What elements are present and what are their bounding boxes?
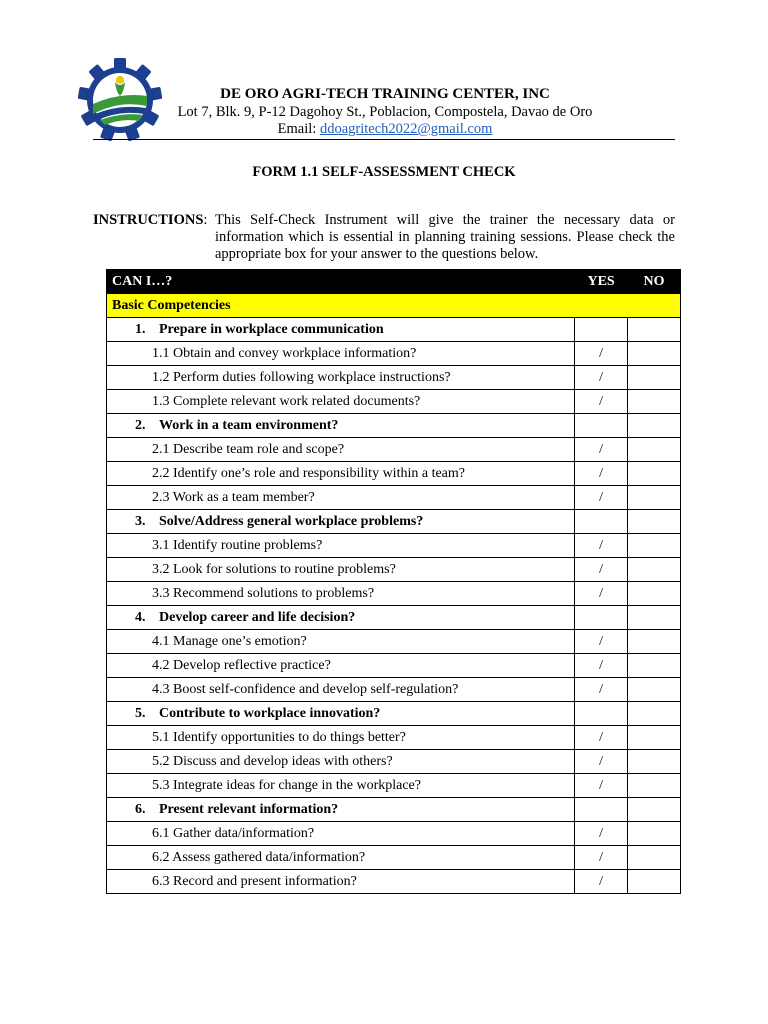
no-checkbox-cell[interactable] bbox=[628, 414, 681, 438]
yes-checkbox-cell[interactable]: / bbox=[575, 582, 628, 606]
group-number: 6. bbox=[135, 801, 146, 817]
org-email-line bbox=[160, 121, 610, 138]
self-assessment-table bbox=[106, 269, 681, 894]
table-row bbox=[107, 390, 681, 414]
self-assessment-table-body bbox=[107, 270, 681, 894]
question-text: 1.2 Perform duties following workplace instructions? bbox=[107, 366, 575, 390]
question-text: 4.2 Develop reflective practice? bbox=[107, 654, 575, 678]
no-checkbox-cell[interactable] bbox=[628, 798, 681, 822]
no-checkbox-cell[interactable] bbox=[628, 678, 681, 702]
question-text: 6.3 Record and present information? bbox=[107, 870, 575, 894]
no-checkbox-cell[interactable] bbox=[628, 702, 681, 726]
question-text: 2.1 Describe team role and scope? bbox=[107, 438, 575, 462]
no-checkbox-cell[interactable] bbox=[628, 750, 681, 774]
question-text: 2.2 Identify one’s role and responsibility within a team? bbox=[107, 462, 575, 486]
table-row bbox=[107, 582, 681, 606]
yes-checkbox-cell[interactable]: / bbox=[575, 870, 628, 894]
group-title-cell bbox=[107, 510, 575, 534]
yes-checkbox-cell[interactable]: / bbox=[575, 750, 628, 774]
table-row bbox=[107, 870, 681, 894]
question-text: 5.3 Integrate ideas for change in the workplace? bbox=[107, 774, 575, 798]
question-text: 4.3 Boost self-confidence and develop self-regulation? bbox=[107, 678, 575, 702]
yes-checkbox-cell[interactable] bbox=[575, 510, 628, 534]
yes-checkbox-cell[interactable]: / bbox=[575, 534, 628, 558]
table-row bbox=[107, 534, 681, 558]
table-row bbox=[107, 750, 681, 774]
yes-checkbox-cell[interactable]: / bbox=[575, 558, 628, 582]
table-row bbox=[107, 342, 681, 366]
table-row bbox=[107, 462, 681, 486]
no-checkbox-cell[interactable] bbox=[628, 726, 681, 750]
yes-checkbox-cell[interactable]: / bbox=[575, 342, 628, 366]
yes-checkbox-cell[interactable] bbox=[575, 606, 628, 630]
no-checkbox-cell[interactable] bbox=[628, 534, 681, 558]
no-checkbox-cell[interactable] bbox=[628, 774, 681, 798]
question-text: 2.3 Work as a team member? bbox=[107, 486, 575, 510]
table-row bbox=[107, 846, 681, 870]
table-row bbox=[107, 726, 681, 750]
group-number: 2. bbox=[135, 417, 146, 433]
group-row bbox=[107, 606, 681, 630]
no-checkbox-cell[interactable] bbox=[628, 654, 681, 678]
group-title: Work in a team environment? bbox=[159, 417, 339, 433]
no-checkbox-cell[interactable] bbox=[628, 390, 681, 414]
yes-checkbox-cell[interactable]: / bbox=[575, 390, 628, 414]
yes-checkbox-cell[interactable]: / bbox=[575, 726, 628, 750]
group-number: 1. bbox=[135, 321, 146, 337]
yes-checkbox-cell[interactable]: / bbox=[575, 654, 628, 678]
email-label: Email: bbox=[277, 121, 317, 137]
no-checkbox-cell[interactable] bbox=[628, 462, 681, 486]
question-text: 5.2 Discuss and develop ideas with others? bbox=[107, 750, 575, 774]
col-header-question: CAN I…? bbox=[107, 270, 575, 294]
yes-checkbox-cell[interactable] bbox=[575, 702, 628, 726]
yes-checkbox-cell[interactable]: / bbox=[575, 822, 628, 846]
group-title-cell bbox=[107, 702, 575, 726]
group-row bbox=[107, 510, 681, 534]
group-title: Prepare in workplace communication bbox=[159, 321, 384, 337]
question-text: 3.1 Identify routine problems? bbox=[107, 534, 575, 558]
section-title: Basic Competencies bbox=[107, 294, 681, 318]
group-row bbox=[107, 318, 681, 342]
question-text: 3.3 Recommend solutions to problems? bbox=[107, 582, 575, 606]
yes-checkbox-cell[interactable]: / bbox=[575, 774, 628, 798]
header-divider bbox=[93, 139, 675, 140]
no-checkbox-cell[interactable] bbox=[628, 342, 681, 366]
org-logo-gear-icon bbox=[78, 58, 162, 142]
yes-checkbox-cell[interactable]: / bbox=[575, 846, 628, 870]
no-checkbox-cell[interactable] bbox=[628, 870, 681, 894]
yes-checkbox-cell[interactable] bbox=[575, 798, 628, 822]
no-checkbox-cell[interactable] bbox=[628, 366, 681, 390]
table-row bbox=[107, 558, 681, 582]
instructions-label: INSTRUCTIONS: bbox=[93, 212, 208, 228]
no-checkbox-cell[interactable] bbox=[628, 558, 681, 582]
no-checkbox-cell[interactable] bbox=[628, 486, 681, 510]
question-text: 5.1 Identify opportunities to do things better? bbox=[107, 726, 575, 750]
group-title: Solve/Address general workplace problems? bbox=[159, 513, 424, 529]
no-checkbox-cell[interactable] bbox=[628, 846, 681, 870]
table-row bbox=[107, 654, 681, 678]
org-address: Lot 7, Blk. 9, P-12 Dagohoy St., Poblacion, Compostela, Davao de Oro bbox=[177, 104, 593, 120]
section-row-basic-competencies bbox=[107, 294, 681, 318]
group-title: Develop career and life decision? bbox=[159, 609, 356, 625]
group-number: 5. bbox=[135, 705, 146, 721]
table-row bbox=[107, 774, 681, 798]
no-checkbox-cell[interactable] bbox=[628, 510, 681, 534]
group-row bbox=[107, 414, 681, 438]
group-title: Present relevant information? bbox=[159, 801, 339, 817]
yes-checkbox-cell[interactable]: / bbox=[575, 366, 628, 390]
question-text: 6.2 Assess gathered data/information? bbox=[107, 846, 575, 870]
table-row bbox=[107, 438, 681, 462]
yes-checkbox-cell[interactable]: / bbox=[575, 438, 628, 462]
table-row bbox=[107, 678, 681, 702]
table-row bbox=[107, 486, 681, 510]
table-row bbox=[107, 366, 681, 390]
table-row bbox=[107, 630, 681, 654]
question-text: 1.3 Complete relevant work related documents? bbox=[107, 390, 575, 414]
col-header-yes: YES bbox=[575, 270, 628, 294]
group-row bbox=[107, 798, 681, 822]
group-number: 4. bbox=[135, 609, 146, 625]
no-checkbox-cell[interactable] bbox=[628, 606, 681, 630]
group-title-cell bbox=[107, 318, 575, 342]
group-title-cell bbox=[107, 798, 575, 822]
table-row bbox=[107, 822, 681, 846]
yes-checkbox-cell[interactable]: / bbox=[575, 630, 628, 654]
col-header-no: NO bbox=[628, 270, 681, 294]
question-text: 4.1 Manage one’s emotion? bbox=[107, 630, 575, 654]
no-checkbox-cell[interactable] bbox=[628, 582, 681, 606]
no-checkbox-cell[interactable] bbox=[628, 318, 681, 342]
yes-checkbox-cell[interactable]: / bbox=[575, 486, 628, 510]
form-title: FORM 1.1 SELF-ASSESSMENT CHECK bbox=[252, 164, 516, 180]
yes-checkbox-cell[interactable]: / bbox=[575, 462, 628, 486]
question-text: 1.1 Obtain and convey workplace information? bbox=[107, 342, 575, 366]
no-checkbox-cell[interactable] bbox=[628, 438, 681, 462]
table-header-row bbox=[107, 270, 681, 294]
group-number: 3. bbox=[135, 513, 146, 529]
org-name: DE ORO AGRI-TECH TRAINING CENTER, INC bbox=[220, 86, 550, 102]
group-title: Contribute to workplace innovation? bbox=[159, 705, 381, 721]
no-checkbox-cell[interactable] bbox=[628, 630, 681, 654]
yes-checkbox-cell[interactable] bbox=[575, 318, 628, 342]
group-title-cell bbox=[107, 606, 575, 630]
question-text: 3.2 Look for solutions to routine problems? bbox=[107, 558, 575, 582]
group-title-cell bbox=[107, 414, 575, 438]
question-text: 6.1 Gather data/information? bbox=[107, 822, 575, 846]
email-link[interactable]: ddoagritech2022@gmail.com bbox=[319, 121, 493, 137]
group-row bbox=[107, 702, 681, 726]
no-checkbox-cell[interactable] bbox=[628, 822, 681, 846]
yes-checkbox-cell[interactable] bbox=[575, 414, 628, 438]
yes-checkbox-cell[interactable]: / bbox=[575, 678, 628, 702]
instructions-text: This Self-Check Instrument will give the trainer the necessary data or information which is essential in planning training sessions. Please check the appropriate box for your answer to the questions below. bbox=[215, 212, 675, 263]
